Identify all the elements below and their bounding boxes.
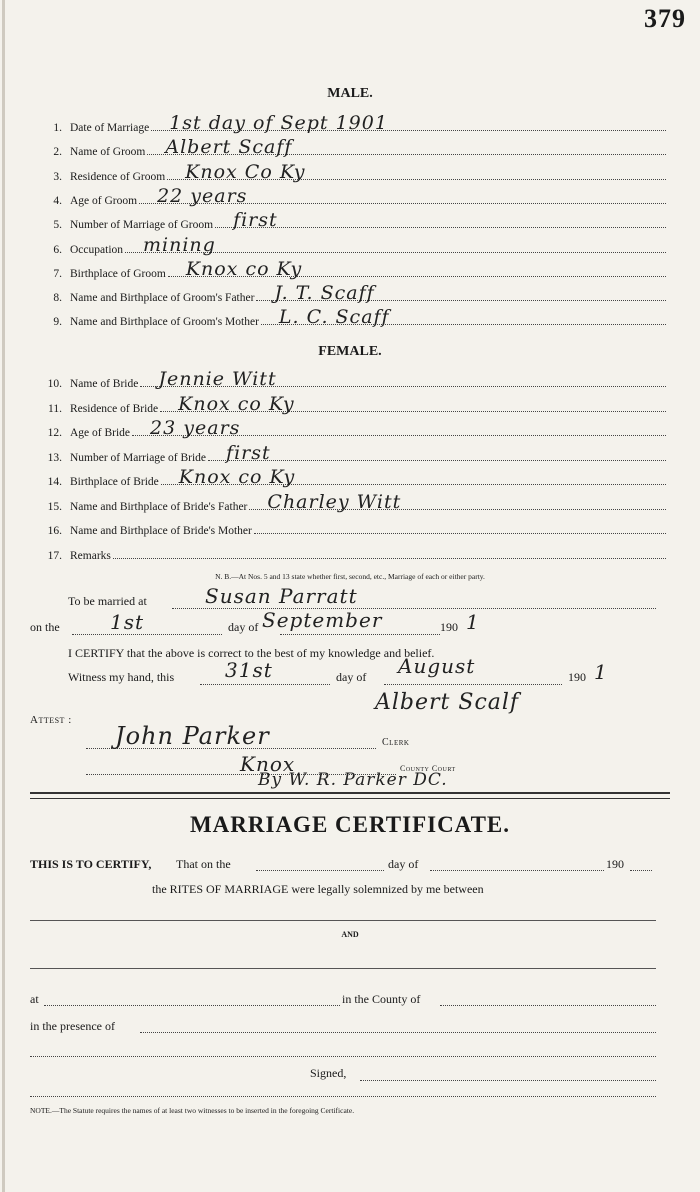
certify-statement: I CERTIFY that the above is correct to the best of my knowledge and belief. (68, 646, 435, 660)
form-row (30, 392, 670, 415)
row-handwritten-value: first (233, 209, 278, 232)
groom-signature: Albert Scalf (375, 690, 520, 715)
on-the-day-of-label: day of (228, 620, 259, 634)
row-number: 17. (47, 549, 62, 562)
cert-year-prefix: 190 (606, 857, 624, 871)
on-the-year-prefix: 190 (440, 620, 458, 634)
witness-year-prefix: 190 (568, 670, 586, 684)
cert-county-line (440, 1005, 656, 1006)
form-row (30, 138, 670, 158)
witness-month-line (384, 684, 562, 685)
row-fill-line (132, 417, 666, 439)
row-fill-line (168, 257, 666, 280)
married-at-value: Susan Parratt (205, 584, 358, 608)
nb-note: N. B.—At Nos. 5 and 13 state whether first, second, etc., Marriage of each or either party. (215, 572, 485, 581)
row-fill-line (151, 112, 666, 134)
cert-county-label: in the County of (342, 992, 421, 1006)
cert-year-line (630, 870, 652, 871)
form-row (30, 517, 670, 537)
cert-signed-label: Signed, (310, 1066, 347, 1080)
cert-this-is-to-certify: THIS IS TO CERTIFY, (30, 857, 152, 871)
cert-day-line (256, 870, 384, 871)
row-fill-line (167, 160, 666, 183)
cert-presence-line (140, 1032, 656, 1033)
witness-day-of-label: day of (336, 670, 367, 684)
row-handwritten-value: 22 years (157, 184, 248, 207)
deputy-signature: By W. R. Parker DC. (258, 770, 448, 790)
row-fill-line (208, 441, 666, 464)
row-label: Age of Bride (70, 427, 131, 439)
certificate-title: MARRIAGE CERTIFICATE. (189, 812, 511, 837)
row-label: Remarks (70, 549, 111, 562)
row-number: 9. (53, 316, 62, 329)
row-number: 11. (48, 402, 62, 415)
row-number: 4. (53, 194, 62, 207)
form-row (30, 284, 670, 304)
cert-presence-line-2 (30, 1056, 656, 1057)
row-number: 12. (47, 427, 62, 439)
row-label: Residence of Bride (70, 402, 159, 415)
row-label: Name and Birthplace of Bride's Mother (70, 525, 252, 537)
row-label: Name of Groom (70, 146, 146, 159)
witness-label: Witness my hand, this (68, 670, 175, 684)
form-row (30, 490, 670, 513)
cert-signed-line (360, 1080, 656, 1081)
on-the-month-value: September (262, 608, 383, 632)
row-handwritten-value: Albert Scaff (165, 136, 293, 159)
form-row (30, 308, 670, 328)
row-fill-line (256, 282, 666, 305)
row-fill-line (254, 521, 666, 534)
on-the-label: on the (30, 620, 60, 634)
row-number: 2. (53, 146, 62, 159)
on-the-day-line (72, 634, 222, 635)
row-fill-line (125, 233, 666, 256)
row-label: Occupation (70, 243, 124, 256)
row-label: Name and Birthplace of Groom's Father (70, 292, 255, 305)
on-the-day-value: 1st (110, 610, 145, 634)
row-label: Name and Birthplace of Groom's Mother (70, 316, 259, 329)
row-number: 8. (53, 292, 62, 305)
form-row (30, 233, 670, 256)
row-label: Name and Birthplace of Bride's Father (70, 500, 248, 513)
row-label: Birthplace of Groom (70, 267, 166, 280)
form-row (30, 257, 670, 280)
row-handwritten-value: J. T. Scaff (274, 282, 375, 305)
on-the-month-line (280, 634, 440, 635)
page-number-stamp: 379 (644, 4, 686, 33)
county-signature: Knox (240, 752, 296, 776)
row-handwritten-value: Knox co Ky (178, 466, 296, 488)
row-handwritten-value: Knox Co Ky (185, 160, 306, 183)
row-number: 14. (47, 476, 62, 488)
row-handwritten-value: Knox co Ky (185, 257, 303, 280)
county-court-label: County Court (400, 764, 456, 773)
clerk-label: Clerk (382, 737, 410, 748)
row-label: Number of Marriage of Groom (70, 219, 214, 232)
row-handwritten-value: first (226, 441, 271, 464)
cert-month-line (430, 870, 604, 871)
form-row (30, 114, 670, 134)
row-number: 7. (53, 267, 62, 280)
on-the-year-value: 1 (466, 610, 480, 634)
form-row (30, 184, 670, 207)
form-row (30, 468, 670, 488)
clerk-signature: John Parker (115, 722, 270, 750)
cert-at-label: at (30, 992, 39, 1006)
witness-day-value: 31st (225, 658, 273, 682)
row-label: Number of Marriage of Bride (70, 451, 207, 464)
row-number: 10. (47, 378, 62, 390)
attest-label: Attest : (30, 714, 72, 726)
row-number: 15. (47, 500, 62, 513)
form-row (30, 370, 670, 390)
row-number: 16. (47, 525, 62, 537)
row-fill-line (215, 209, 666, 232)
row-label: Name of Bride (70, 378, 139, 390)
row-fill-line (147, 136, 666, 159)
row-handwritten-value: Jennie Witt (158, 368, 277, 390)
row-fill-line (139, 184, 666, 207)
cert-presence-label: in the presence of (30, 1019, 115, 1033)
form-row (30, 441, 670, 464)
page-edge (2, 0, 5, 1192)
row-fill-line (113, 546, 666, 559)
cert-that-on-the: That on the (176, 857, 231, 871)
male-section-title: MALE. (327, 86, 373, 101)
row-label: Birthplace of Bride (70, 476, 159, 488)
row-number: 1. (53, 122, 62, 134)
cert-party-line-2 (30, 968, 656, 969)
married-at-line (172, 608, 656, 609)
row-fill-line (160, 392, 666, 415)
married-at-label: To be married at (68, 594, 147, 608)
witness-day-line (200, 684, 330, 685)
row-fill-line (140, 368, 666, 390)
row-fill-line (261, 306, 666, 329)
female-section-title: FEMALE. (318, 344, 382, 359)
row-fill-line (161, 466, 666, 488)
row-handwritten-value: mining (143, 233, 216, 256)
row-number: 5. (53, 219, 62, 232)
row-number: 13. (47, 451, 62, 464)
row-label: Date of Marriage (70, 122, 150, 134)
row-handwritten-value: 1st day of Sept 1901 (169, 112, 388, 134)
row-fill-line (249, 490, 666, 513)
footer-note: NOTE.—The Statute requires the names of at least two witnesses to be inserted in the foregoing Certificate. (30, 1106, 355, 1115)
cert-rites-line: the RITES OF MARRIAGE were legally solemnized by me between (152, 882, 484, 896)
row-number: 3. (53, 170, 62, 183)
row-handwritten-value: L. C. Scaff (278, 306, 390, 329)
form-row (30, 211, 670, 231)
row-handwritten-value: Charley Witt (267, 490, 402, 513)
witness-month-value: August (398, 654, 476, 678)
row-handwritten-value: Knox co Ky (178, 392, 295, 415)
witness-year-value: 1 (594, 660, 608, 684)
cert-signed-line-2 (30, 1096, 656, 1097)
cert-and: AND (341, 930, 359, 939)
row-label: Residence of Groom (70, 170, 166, 183)
cert-at-line (44, 1005, 340, 1006)
row-number: 6. (53, 243, 62, 256)
form-row (30, 419, 670, 439)
cert-day-of: day of (388, 857, 419, 871)
cert-party-line-1 (30, 920, 656, 921)
row-handwritten-value: 23 years (150, 417, 241, 439)
form-row (30, 160, 670, 183)
section-divider (30, 792, 670, 799)
form-row (30, 542, 670, 562)
row-label: Age of Groom (70, 194, 138, 207)
